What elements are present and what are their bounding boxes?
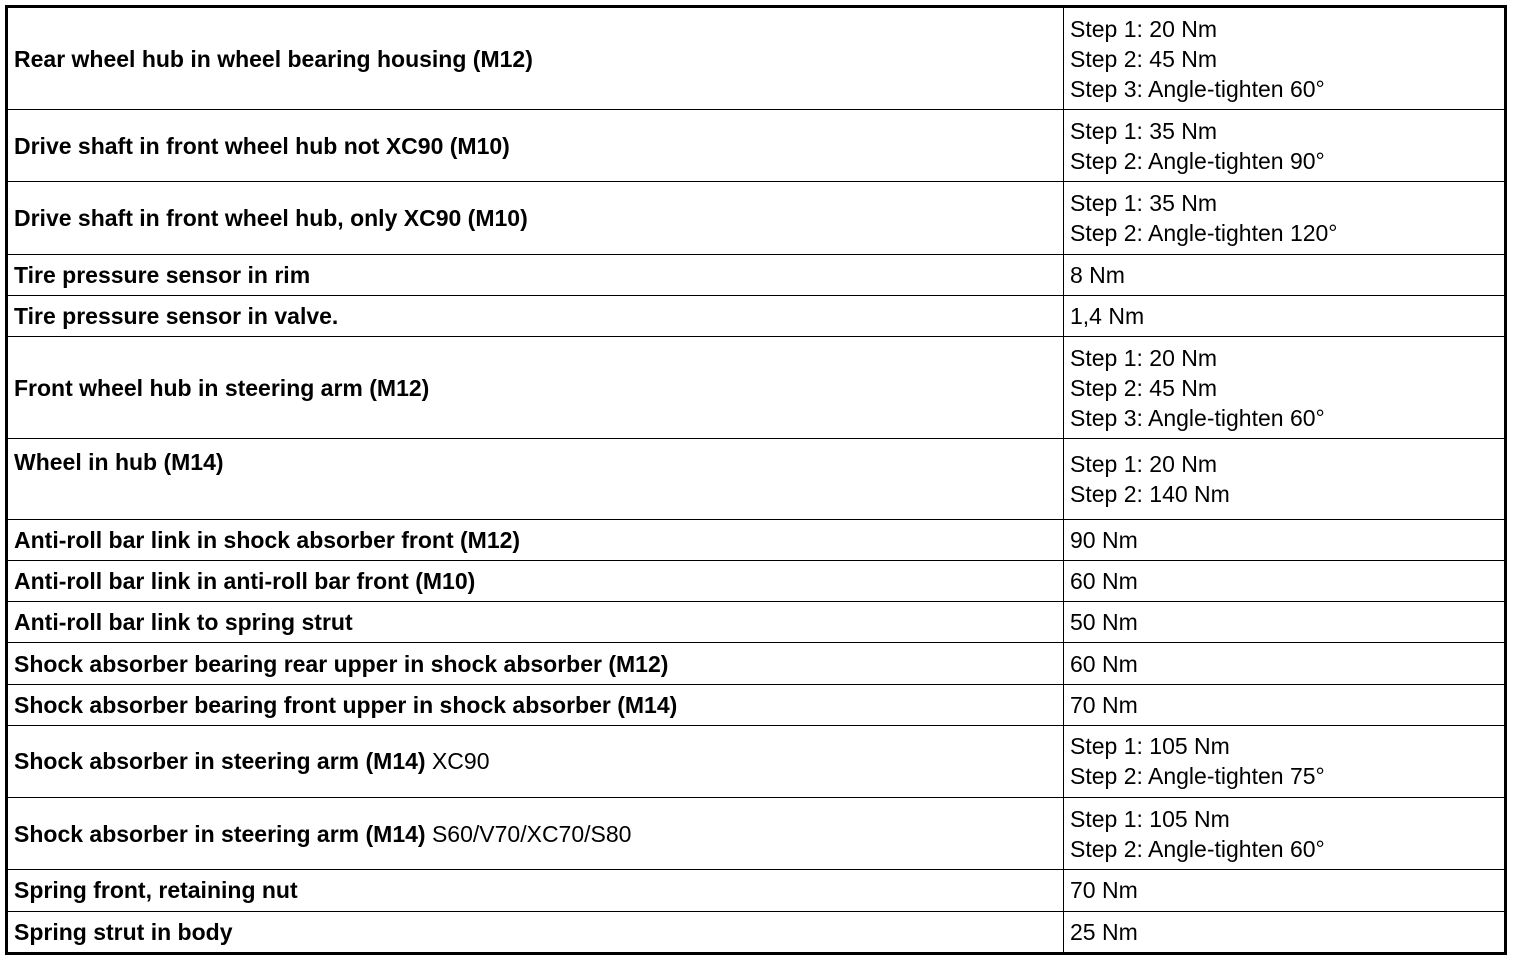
torque-value-line: Step 1: 35 Nm (1070, 117, 1218, 144)
component-label: Spring front, retaining nut (14, 877, 298, 904)
component-cell (7, 182, 1064, 254)
model-note: XC90 (431, 748, 490, 775)
table-row (7, 7, 1506, 110)
torque-value-line: Step 2: Angle-tighten 90° (1070, 147, 1325, 174)
component-cell (7, 295, 1064, 336)
component-cell (7, 643, 1064, 684)
component-label: Drive shaft in front wheel hub not XC90 (M10) (14, 132, 510, 159)
table-row (7, 439, 1506, 519)
torque-value-cell (1064, 337, 1506, 439)
table-row (7, 798, 1506, 870)
torque-value-line: 90 Nm (1070, 526, 1138, 553)
component-label: Tire pressure sensor in valve. (14, 302, 339, 329)
torque-value-line: Step 2: 140 Nm (1070, 480, 1230, 507)
torque-table-body (7, 7, 1506, 954)
torque-value-cell (1064, 643, 1506, 684)
component-cell (7, 7, 1064, 110)
table-row (7, 519, 1506, 560)
component-cell (7, 439, 1064, 519)
table-row (7, 560, 1506, 601)
table-row (7, 643, 1506, 684)
torque-value-cell (1064, 684, 1506, 725)
torque-value-cell (1064, 911, 1506, 953)
table-row (7, 602, 1506, 643)
torque-value-line: Step 1: 20 Nm (1070, 15, 1218, 42)
component-label: Anti-roll bar link to spring strut (14, 609, 353, 636)
torque-value-line: Step 1: 105 Nm (1070, 733, 1230, 760)
torque-value-cell (1064, 7, 1506, 110)
table-row (7, 337, 1506, 439)
component-label: Tire pressure sensor in rim (14, 261, 311, 288)
torque-value-line: Step 2: Angle-tighten 60° (1070, 835, 1325, 862)
component-label: Shock absorber in steering arm (M14) (14, 820, 426, 847)
torque-value-line: Step 3: Angle-tighten 60° (1070, 75, 1325, 102)
component-label: Spring strut in body (14, 918, 233, 945)
table-row (7, 110, 1506, 182)
table-row (7, 182, 1506, 254)
component-label: Anti-roll bar link in anti-roll bar front (M10) (14, 568, 476, 595)
torque-value-cell (1064, 182, 1506, 254)
component-label: Drive shaft in front wheel hub, only XC90 (M10) (14, 204, 528, 231)
component-cell (7, 911, 1064, 953)
torque-value-line: Step 2: Angle-tighten 75° (1070, 763, 1325, 790)
torque-value-line: Step 2: Angle-tighten 120° (1070, 219, 1338, 246)
torque-specification-sheet (5, 5, 1507, 955)
torque-value-cell (1064, 870, 1506, 911)
table-row (7, 295, 1506, 336)
torque-value-cell (1064, 560, 1506, 601)
torque-value-cell (1064, 439, 1506, 519)
component-cell (7, 519, 1064, 560)
component-cell (7, 602, 1064, 643)
torque-value-line: 70 Nm (1070, 691, 1138, 718)
table-row (7, 254, 1506, 295)
torque-value-line: 60 Nm (1070, 568, 1138, 595)
component-label: Shock absorber bearing rear upper in shock absorber (M12) (14, 650, 669, 677)
torque-value-cell (1064, 295, 1506, 336)
torque-value-line: Step 3: Angle-tighten 60° (1070, 404, 1325, 431)
torque-value-line: Step 1: 105 Nm (1070, 805, 1230, 832)
component-label: Rear wheel hub in wheel bearing housing (M12) (14, 45, 533, 72)
torque-value-line: Step 2: 45 Nm (1070, 45, 1218, 72)
component-cell (7, 110, 1064, 182)
component-label: Shock absorber in steering arm (M14) (14, 748, 426, 775)
component-cell (7, 560, 1064, 601)
component-cell (7, 684, 1064, 725)
component-label: Shock absorber bearing front upper in shock absorber (M14) (14, 691, 678, 718)
component-cell (7, 870, 1064, 911)
torque-value-line: 60 Nm (1070, 650, 1138, 677)
model-note: S60/V70/XC70/S80 (431, 820, 632, 847)
component-label: Anti-roll bar link in shock absorber front (M12) (14, 526, 521, 553)
component-label: Front wheel hub in steering arm (M12) (14, 374, 430, 401)
torque-value-cell (1064, 254, 1506, 295)
torque-value-line: 1,4 Nm (1070, 302, 1145, 329)
torque-value-line: Step 1: 20 Nm (1070, 344, 1218, 371)
torque-value-cell (1064, 798, 1506, 870)
torque-value-line: Step 1: 35 Nm (1070, 189, 1218, 216)
table-row (7, 684, 1506, 725)
torque-value-line: Step 2: 45 Nm (1070, 374, 1218, 401)
table-row (7, 911, 1506, 953)
torque-value-cell (1064, 110, 1506, 182)
torque-table (5, 5, 1507, 955)
torque-value-line: 25 Nm (1070, 918, 1138, 945)
component-cell (7, 725, 1064, 797)
torque-value-line: Step 1: 20 Nm (1070, 450, 1218, 477)
torque-value-cell (1064, 725, 1506, 797)
torque-value-line: 8 Nm (1070, 261, 1125, 288)
table-row (7, 725, 1506, 797)
component-cell (7, 254, 1064, 295)
torque-value-cell (1064, 602, 1506, 643)
component-cell (7, 337, 1064, 439)
component-label: Wheel in hub (M14) (14, 449, 224, 476)
component-cell (7, 798, 1064, 870)
torque-value-cell (1064, 519, 1506, 560)
torque-value-line: 50 Nm (1070, 609, 1138, 636)
torque-value-line: 70 Nm (1070, 877, 1138, 904)
table-row (7, 870, 1506, 911)
